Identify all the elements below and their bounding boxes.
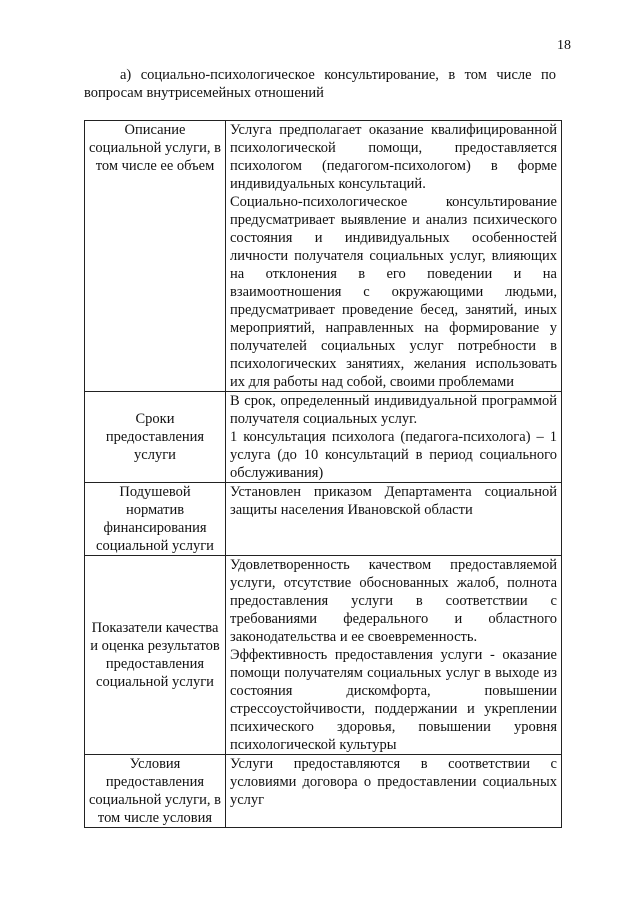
row-content-terms — [226, 392, 562, 483]
content-paragraph: Установлен приказом Департамента социальной защиты населения Ивановской области — [230, 484, 557, 518]
table-row — [85, 483, 562, 556]
content-paragraph: Услуги предоставляются в соответствии с условиями договора о предоставлении социальных услуг — [230, 756, 557, 808]
intro-line-1: а) социально-психологическое консультирование, в том числе по — [120, 67, 556, 83]
row-label-funding: Подушевой норматив финансирования социальной услуги — [85, 483, 226, 556]
content-paragraph: Эффективность предоставления услуги - оказание помощи получателям социальных услуг в выходе из состояния дискомфорта, повышении стрессоустойчивости, поддержании и укреплении психического здоровья, повышении уровня психологической культуры — [230, 647, 557, 753]
service-table — [84, 120, 562, 828]
table-row — [85, 556, 562, 755]
intro-paragraph — [84, 66, 556, 102]
row-label-quality: Показатели качества и оценка результатов предоставления социальной услуги — [85, 556, 226, 755]
row-content-conditions — [226, 755, 562, 828]
row-label-description: Описание социальной услуги, в том числе ее объем — [85, 121, 226, 392]
row-content-quality — [226, 556, 562, 755]
content-paragraph: В срок, определенный индивидуальной программой получателя социальных услуг. — [230, 393, 557, 427]
page-number: 18 — [557, 38, 571, 53]
table-row — [85, 755, 562, 828]
row-label-conditions: Условия предоставления социальной услуги, в том числе условия — [85, 755, 226, 828]
content-paragraph: Социально-психологическое консультирование предусматривает выявление и анализ психического состояния и индивидуальных особенностей личности получателя социальных услуг, влияющих на отклонения в его поведении и на взаимоотношения с окружающими людьми, предусматривает проведение бесед, занятий, иных мероприятий, направленных на формирование у получателей социальных услуг потребности в психологических занятиях, желания использовать их для работы над собой, своими проблемами — [230, 194, 557, 390]
content-paragraph: Удовлетворенность качеством предоставляемой услуги, отсутствие обоснованных жалоб, полнота предоставления услуги в соответствии с требованиями федерального и областного законодательства и ее своевременность. — [230, 557, 557, 645]
intro-line-2: вопросам внутрисемейных отношений — [84, 85, 324, 101]
row-content-description — [226, 121, 562, 392]
content-paragraph: 1 консультация психолога (педагога-психолога) – 1 услуга (до 10 консультаций в период социального обслуживания) — [230, 429, 557, 481]
content-paragraph: Услуга предполагает оказание квалифицированной психологической помощи, предоставляется психологом (педагогом-психологом) в форме индивидуальных консультаций. — [230, 122, 557, 192]
row-label-terms: Сроки предоставления услуги — [85, 392, 226, 483]
table-row — [85, 392, 562, 483]
table-row — [85, 121, 562, 392]
row-content-funding — [226, 483, 562, 556]
